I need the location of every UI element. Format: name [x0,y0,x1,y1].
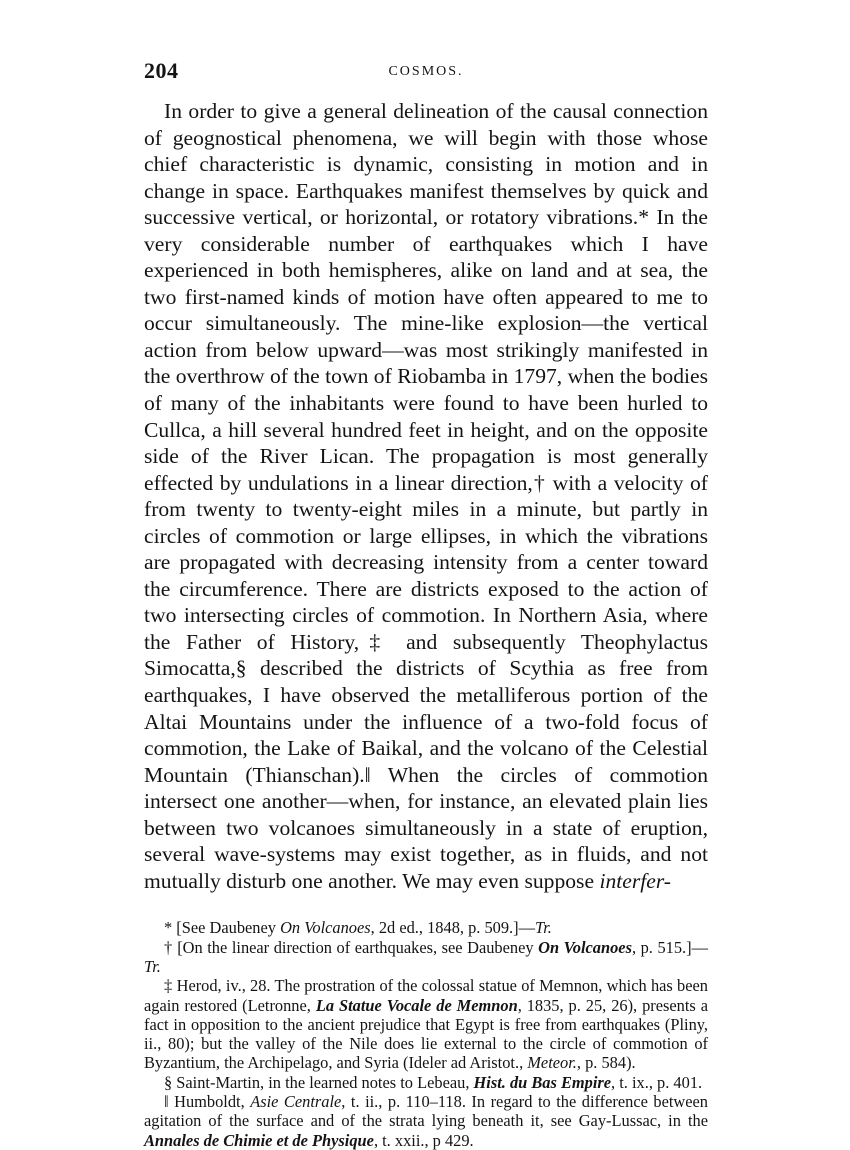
footnote-text: § Saint-Martin, in the learned notes to Lebeau, [164,1072,474,1092]
footnote-translator: Tr. [144,957,161,976]
footnote-text: ‡ Herod, iv., 28. The prostration of the colossal statue of Memnon, which has been again restored (Letronne, [144,976,708,1015]
body-paragraph [144,98,708,894]
page-number: 204 [144,58,179,83]
footnote-title: Asie Centrale [250,1092,342,1112]
footnotes [144,918,708,1150]
footnote-1 [144,918,708,937]
body-text-main: In order to give a general delineation of the causal connection of geognostical phenomena, we will begin with those whose chief characteristic is dynamic, consisting in motion and in change in space. Earthquakes manifest themselves by quick and successive vertical, or horizontal, or rotatory vibrations.* In the very considerable number of earthquakes which I have experienced in both hemispheres, alike on land and at sea, the two first-named kinds of motion have often appeared to me to occur simultaneously. The mine-like explosion—the vertical action from below upward—was most strikingly manifested in the overthrow of the town of Riobamba in 1797, when the bodies of many of the inhabitants were found to have been hurled to Cullca, a hill several hundred feet in height, and on the opposite side of the River Lican. The propagation is most generally effected by undulations in a linear direction,† with a velocity of from twenty to twenty-eight miles in a minute, but partly in circles of commotion or large ellipses, in which the vibrations are propagated with decreasing intensity from a center toward the circumference. There are districts exposed to the action of two intersecting circles of commotion. In Northern Asia, where the Father of History,‡ and subsequently Theophylactus Simocatta,§ described the districts of Scythia as free from earthquakes, I have observed the metalliferous portion of the Altai Mountains under the influence of a two-fold focus of commotion, the Lake of Baikal, and the volcano of the Celestial Mountain (Thianschan).‖ When the circles of commotion intersect one another—when, for instance, an elevated plain lies between two volcanoes simultaneously in a state of eruption, several wave-systems may exist together, as in fluids, and not mutually disturb one another. We may even suppose [144,99,708,893]
footnote-translator: Tr. [535,918,552,938]
footnote-title: Meteor. [527,1053,577,1073]
footnote-3 [144,976,708,1072]
footnote-text: , p. 515.]— [631,937,708,957]
page-header [144,58,708,92]
footnote-title: On Volcanoes [538,937,632,957]
footnote-text: , t. ix., p. 401. [611,1072,703,1092]
footnote-text: , p. 584). [576,1053,636,1073]
footnote-text: , t. ii., p. 110–118. In regard to the difference between agitation of the surface and of the strata lying beneath it, see Gay-Lussac, in the [144,1092,708,1131]
footnote-4 [144,1073,708,1092]
footnote-text: * [See Daubeney [164,918,281,938]
footnote-title: Hist. du Bas Empire [473,1072,612,1092]
footnote-title: On Volcanoes [280,918,371,938]
footnote-text: † [On the linear direction of earthquakes, see Daubeney [164,937,539,957]
running-head: COSMOS. [388,64,464,79]
footnote-text: , 2d ed., 1848, p. 509.]— [370,918,536,938]
footnote-title: La Statue Vocale de Memnon [315,995,518,1015]
footnote-title: Annales de Chimie et de Physique [144,1130,374,1150]
footnote-2 [144,938,708,977]
book-page [144,58,708,1150]
footnote-5 [144,1092,708,1150]
footnote-text: , 1835, p. 25, 26), presents a fact in opposition to the ancient prejudice that Egypt is free from earthquakes (Pliny, ii., 80); but the valley of the Nile does lie external to the circle of commotion of Byzantium, the Archipelago, and Syria (Ideler ad Aristot., [144,995,708,1073]
footnote-text: , t. xxii., p 429. [373,1130,474,1150]
body-text-italic-word: interfer- [599,868,671,893]
footnote-text: ‖ Humboldt, [164,1092,251,1112]
